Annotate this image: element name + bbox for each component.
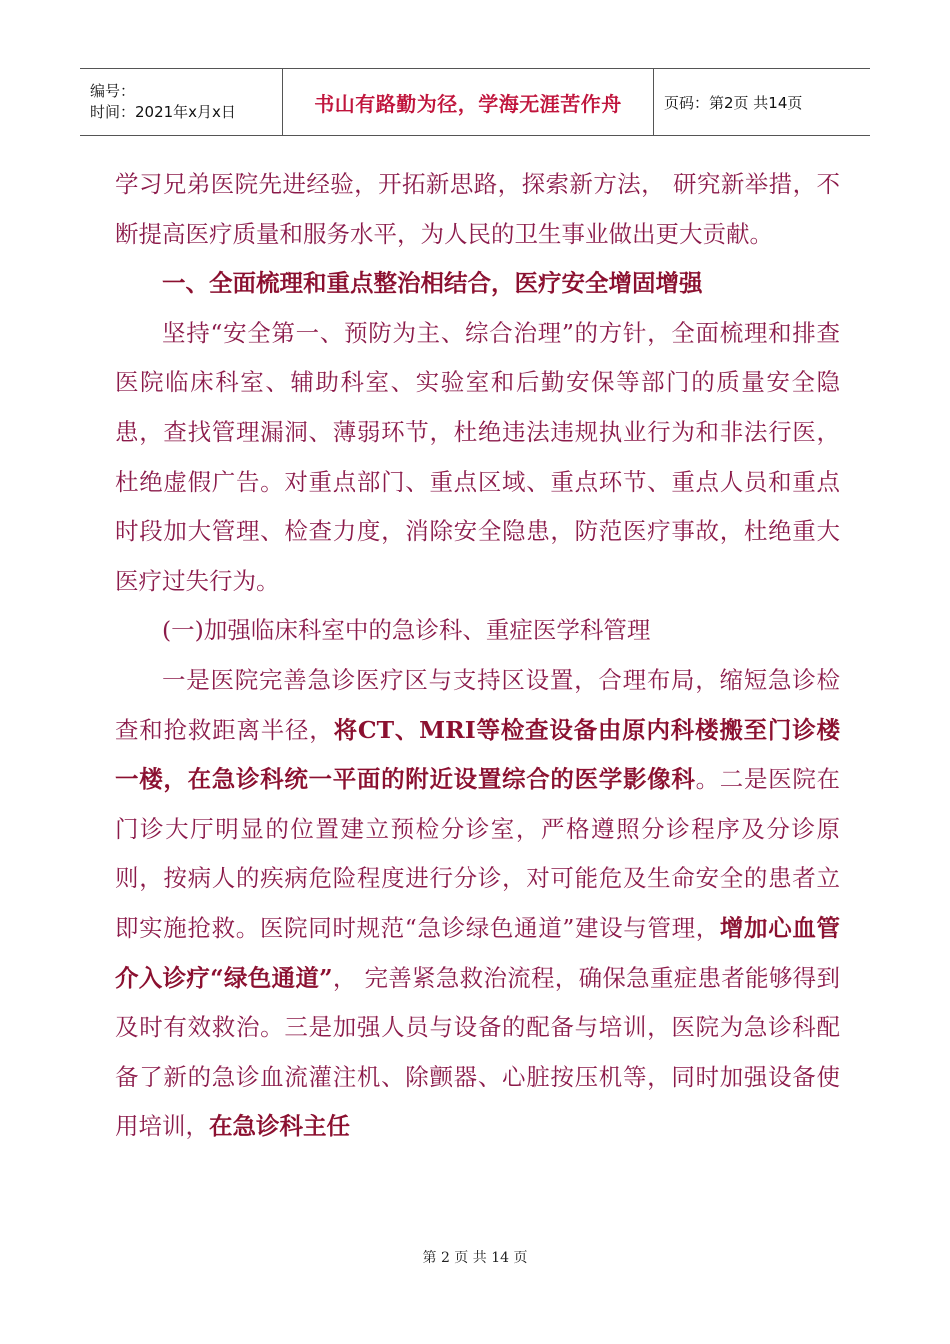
header-page-info	[654, 69, 870, 135]
header-motto: 书山有路勤为径，学海无涯苦作舟	[314, 91, 622, 116]
paragraph-intro-continued: 学习兄弟医院先进经验，开拓新思路，探索新方法， 研究新举措，不断提高医疗质量和服务水平，为人民的卫生事业做出更大贡献。	[115, 170, 840, 248]
document-date: 时间：2021年x月x日	[90, 103, 236, 121]
text-run: 。二是医院在门诊大厅明显的位置建立预检分诊室，严格遵照分诊程序及分诊原则，按病人的疾病危险程度进行分诊，对可能危及生命安全的患者立即实施抢救。医院同时规范“急诊绿色通道”建设与管理，	[115, 765, 841, 942]
bold-text-run: 在急诊科主任	[209, 1112, 350, 1141]
text-run: 一是医院完善急诊医疗区与支持区设置，合理布局，缩短急诊检查和抢救距离半径，	[115, 665, 840, 744]
page-footer: 第 2 页 共 14 页	[422, 1250, 528, 1266]
document-number: 编号：	[90, 82, 136, 100]
header-meta	[80, 69, 282, 135]
subsection-heading-1: (一)加强临床科室中的急诊科、重症医学科管理	[162, 616, 651, 645]
page-number-info: 页码：第2页 共14页	[664, 93, 803, 112]
header-motto-cell	[282, 69, 654, 135]
section-heading-1: 一、全面梳理和重点整治相结合，医疗安全增固增强	[162, 269, 703, 298]
paragraph-safety-policy: 坚持“安全第一、预防为主、综合治理”的方针，全面梳理和排查医院临床科室、辅助科室、实验室和后勤安保等部门的质量安全隐患，查找管理漏洞、薄弱环节，杜绝违法违规执业行为和非法行医，杜绝虚假广告。对重点部门、重点区域、重点环节、重点人员和重点时段加大管理、检查力度，消除安全隐患，防范医疗事故，杜绝重大医疗过失行为。	[115, 318, 840, 595]
text-run: ， 完善紧急救治流程，确保急重症患者能够得到及时有效救治。三是加强人员与设备的配备与培训，医院为急诊科配备了新的急诊血流灌注机、除颤器、心脏按压机等，同时加强设备使用培训，	[115, 963, 840, 1141]
paragraph-emergency-management	[115, 656, 840, 1152]
document-body	[115, 160, 840, 1152]
page-header	[80, 68, 870, 136]
bold-text-run: 将CT、MRI等检查设备由原内科楼搬至门诊楼一楼，在急诊科统一平面的附近设置综合的医学影像科	[115, 715, 840, 794]
bold-text-run: 增加心血管介入诊疗“绿色通道”	[115, 913, 841, 992]
